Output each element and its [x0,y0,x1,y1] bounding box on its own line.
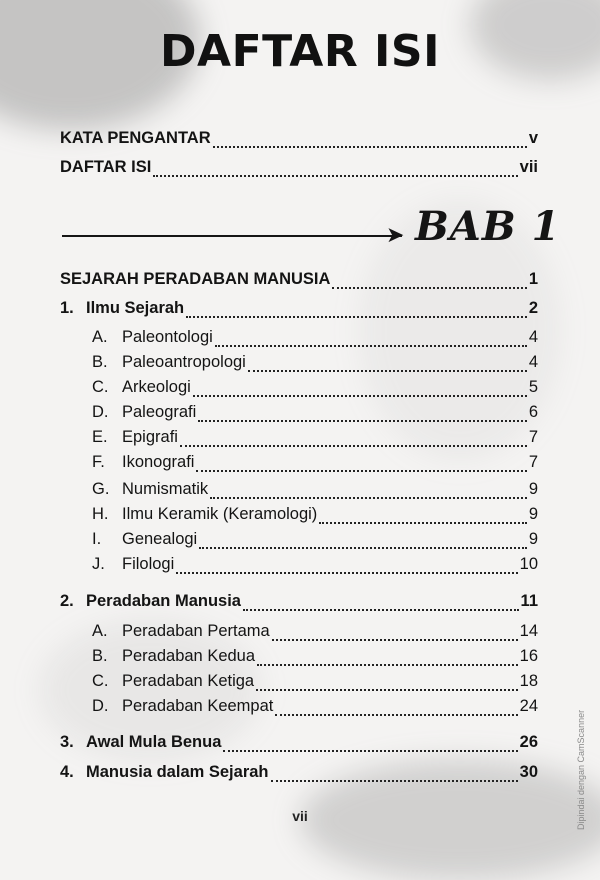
section-number: 4. [60,763,74,781]
toc-entry-label: Filologi [122,555,175,573]
toc-entry-subsection[interactable] [92,401,538,423]
subsection-letter: H. [92,505,109,523]
subsection-letter: D. [92,403,109,421]
toc-entry-label: Peradaban Pertama [122,622,270,640]
toc-entry-subsection[interactable] [92,645,538,667]
toc-entry-page: 10 [519,555,538,573]
toc-entry-subsection[interactable] [92,620,538,642]
toc-entry-label: Ilmu Keramik (Keramologi) [122,505,318,523]
toc-entry-label: Manusia dalam Sejarah [86,763,269,781]
subsection-letter: B. [92,647,108,665]
dot-leader [199,533,527,549]
dot-leader [196,456,526,472]
toc-entry-label: Epigrafi [122,428,178,446]
page-number: vii [292,808,308,824]
subsection-letter: D. [92,697,109,715]
toc-entry-page: vii [519,158,538,176]
subsection-letter: A. [92,328,108,346]
dot-leader [271,766,518,782]
dot-leader [256,675,518,691]
chapter-divider-line [62,235,402,237]
toc-entry-subsection[interactable] [92,326,538,348]
subsection-letter: C. [92,672,109,690]
toc-entry-subsection[interactable] [92,503,538,525]
toc-entry-page: 4 [528,328,538,346]
page-title: DAFTAR ISI [160,26,440,77]
toc-entry-page: 5 [528,378,538,396]
chapter-heading: BAB 1 [415,203,561,250]
scanner-watermark: Dipindai dengan CamScanner [576,709,586,830]
toc-entry-label: Arkeologi [122,378,191,396]
toc-entry-subsection[interactable] [92,376,538,398]
toc-entry-subsection[interactable] [92,695,538,717]
toc-entry-page: v [528,129,538,147]
toc-entry-subsection[interactable] [92,426,538,448]
section-number: 3. [60,733,74,751]
toc-entry-page: 9 [528,530,538,548]
toc-entry-label: Peradaban Ketiga [122,672,255,690]
toc-entry-subsection[interactable] [92,553,538,575]
dot-leader [319,508,527,524]
toc-entry-page: 14 [519,622,538,640]
toc-entry-daftar-isi[interactable] [60,156,538,178]
toc-entry-label: Awal Mula Benua [86,733,222,751]
toc-entry-label: SEJARAH PERADABAN MANUSIA [60,270,331,288]
toc-entry-subsection[interactable] [92,670,538,692]
toc-entry-page: 24 [519,697,538,715]
subsection-letter: C. [92,378,109,396]
toc-entry-label: Ikonografi [122,453,195,471]
toc-entry-section[interactable] [60,731,538,753]
dot-leader [176,558,517,574]
dot-leader [243,595,519,611]
toc-entry-page: 9 [528,505,538,523]
toc-entry-label: Paleontologi [122,328,213,346]
dot-leader [210,483,527,499]
subsection-letter: G. [92,480,110,498]
dot-leader [180,431,527,447]
toc-entry-page: 1 [528,270,538,288]
toc-entry-label: Peradaban Manusia [86,592,241,610]
toc-entry-label: DAFTAR ISI [60,158,152,176]
toc-entry-section[interactable] [60,297,538,319]
toc-entry-label: Numismatik [122,480,209,498]
toc-entry-label: Peradaban Kedua [122,647,256,665]
toc-entry-label: Ilmu Sejarah [86,299,185,317]
dot-leader [193,381,527,397]
toc-entry-label: Genealogi [122,530,198,548]
subsection-letter: E. [92,428,108,446]
subsection-letter: A. [92,622,108,640]
subsection-letter: J. [92,555,105,573]
toc-entry-kata-pengantar[interactable] [60,127,538,149]
dot-leader [213,132,527,148]
dot-leader [186,302,527,318]
toc-entry-page: 7 [528,453,538,471]
arrow-right-icon: ➤ [386,222,405,247]
section-number: 1. [60,299,74,317]
dot-leader [198,406,527,422]
toc-entry-page: 30 [519,763,538,781]
toc-entry-label: Paleoantropologi [122,353,246,371]
toc-entry-section[interactable] [60,761,538,783]
toc-entry-page: 7 [528,428,538,446]
toc-entry-subsection[interactable] [92,451,538,473]
toc-entry-label: Paleografi [122,403,197,421]
dot-leader [223,736,517,752]
toc-entry-page: 16 [519,647,538,665]
toc-entry-subsection[interactable] [92,478,538,500]
toc-entry-label: KATA PENGANTAR [60,129,211,147]
toc-entry-page: 11 [520,592,538,610]
dot-leader [272,625,518,641]
toc-entry-page: 18 [519,672,538,690]
dot-leader [257,650,518,666]
toc-entry-subsection[interactable] [92,528,538,550]
dot-leader [332,273,526,289]
toc-entry-page: 9 [528,480,538,498]
toc-entry-label: Peradaban Keempat [122,697,274,715]
subsection-letter: F. [92,453,105,471]
dot-leader [215,331,527,347]
toc-entry-chapter[interactable] [60,268,538,290]
toc-entry-page: 4 [528,353,538,371]
subsection-letter: I. [92,530,102,548]
toc-entry-subsection[interactable] [92,351,538,373]
dot-leader [248,356,527,372]
dot-leader [275,700,517,716]
dot-leader [153,161,517,177]
toc-entry-page: 6 [528,403,538,421]
subsection-letter: B. [92,353,108,371]
toc-entry-page: 2 [528,299,538,317]
toc-entry-section[interactable] [60,590,538,612]
section-number: 2. [60,592,74,610]
toc-entry-page: 26 [519,733,538,751]
